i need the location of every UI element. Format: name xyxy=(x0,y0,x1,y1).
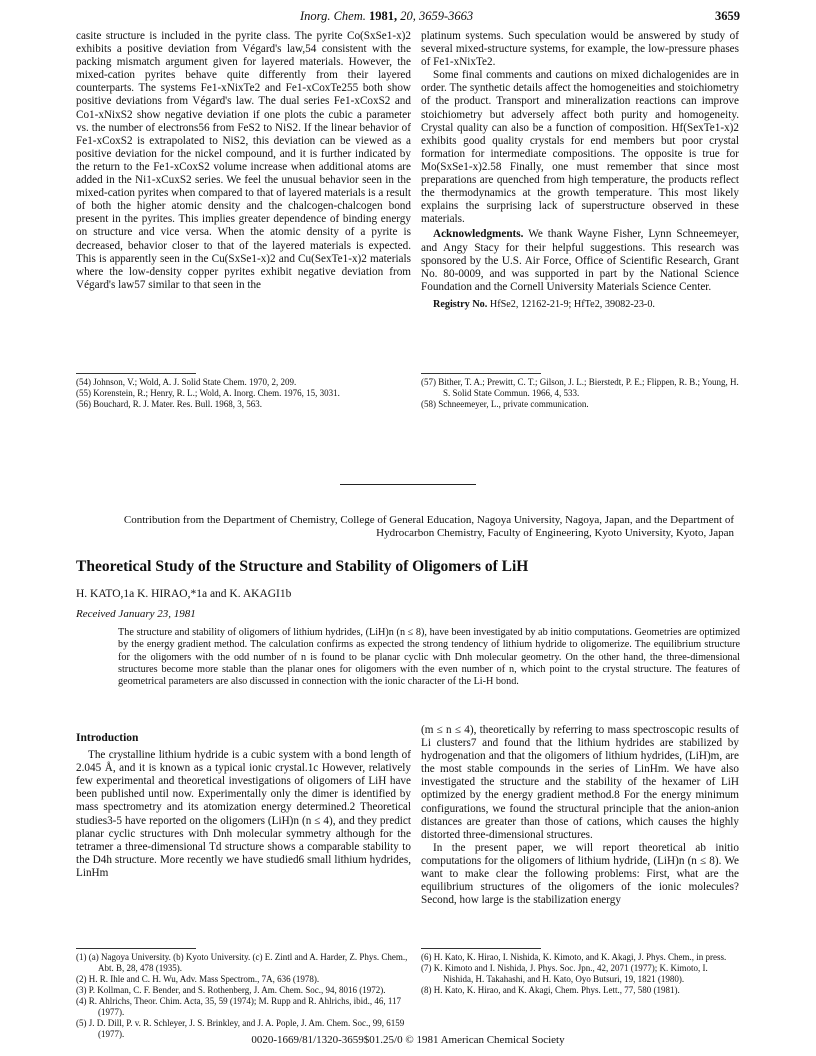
footnote: (55) Korenstein, R.; Henry, R. L.; Wold, A. Inorg. Chem. 1976, 15, 3031. xyxy=(76,388,340,398)
registry-heading: Registry No. xyxy=(433,298,488,310)
journal-pages: 3659-3663 xyxy=(418,9,474,23)
section-heading: Introduction xyxy=(76,732,139,744)
footnote: (2) H. R. Ihle and C. H. Wu, Adv. Mass Spectrom., 7A, 636 (1978). xyxy=(76,974,320,984)
footnote: (8) H. Kato, K. Hirao, and K. Akagi, Chem. Phys. Lett., 77, 580 (1981). xyxy=(421,985,680,995)
acknowledgments xyxy=(421,228,739,293)
footnotes-right xyxy=(421,377,739,410)
footnote: (57) Bither, T. A.; Prewitt, C. T.; Gilson, J. L.; Bierstedt, P. E.; Flippen, R. B.; Young, H. S. Solid State Commun. 1966, 4, 533. xyxy=(421,377,739,398)
introduction-right-column xyxy=(421,724,739,907)
previous-article-left-column xyxy=(76,30,411,292)
contribution-affiliation: Contribution from the Department of Chemistry, College of General Education, Nagoya University, Nagoya, Japan, and the Department of Hydrocarbon Chemistry, Faculty of Engineering, Kyoto University, Kyoto, Japan xyxy=(123,514,734,539)
abstract: The structure and stability of oligomers of lithium hydrides, (LiH)n (n ≤ 8), have been investigated by ab initio computations. Geometries are optimized by the energy gradient method. The calculation confirms as expected the strong tendency of lithium hydride to oligomerize. The equilibrium structure for the oligomers with the odd number of n is found to be planar cyclic with Dnh molecular geometry. On the other hand, the three-dimensional structures become more stable than the planar ones for oligomers with the even number of n, which point to the crystal structure. The features of geometrical parameters are also discussed in connection with the ionic character of the Li-H bond. xyxy=(118,627,740,688)
journal-name: Inorg. Chem. xyxy=(300,9,366,23)
article-title: Theoretical Study of the Structure and Stability of Oligomers of LiH xyxy=(76,558,529,575)
footnotes-right xyxy=(421,952,739,996)
page-footer: 0020-1669/81/1320-3659$01.25/0 © 1981 American Chemical Society xyxy=(251,1034,565,1046)
page-number: 3659 xyxy=(715,9,740,23)
received-date: Received January 23, 1981 xyxy=(76,608,196,620)
paragraph: The crystalline lithium hydride is a cubic system with a bond length of 2.045 Å, and it is known as a typical ionic crystal.1c However, relatively few experimental and theoretical investigations of oligomers of LiH have been published until now. Experimentally only the dimer is identified by mass spectrometry and its atomization energy determined.2 Theoretical studies3-5 have reported on the oligomers (LiH)n (n ≤ 4), and they predict planar cyclic structures with Dnh molecular symmetry although for the tetramer a three-dimensional Td structure shows a comparable stability to the D4h structure. More recently we have studied6 small lithium hydrides, LinHm xyxy=(76,749,411,879)
registry-numbers xyxy=(421,298,739,311)
footnote: (56) Bouchard, R. J. Mater. Res. Bull. 1968, 3, 563. xyxy=(76,399,262,409)
footnotes-left xyxy=(76,377,411,410)
footnote: (3) P. Kollman, C. F. Bender, and S. Rothenberg, J. Am. Chem. Soc., 94, 8016 (1972). xyxy=(76,985,386,995)
acknowledgments-heading: Acknowledgments. xyxy=(433,228,524,241)
footnote-rule xyxy=(421,373,541,374)
paragraph: Some final comments and cautions on mixed dichalogenides are in order. The synthetic details affect the homogeneities and stoichiometry of the product. Transport and mineralization reactions can improve stoichiometry but adversely affect both purity and homogeneity. Crystal quality can also be a function of composition. Hf(SexTe1-x)2 exhibits good quality crystals for end members but poor crystal formation for intermediate compositions. The opposite is true for Mo(SxSe1-x)2.58 Finally, one must remember that since most preparations are quenched from high temperature, the products reflect the thermodynamics at the growth temperature. This most likely explains the surprising lack of superstructure observed in these materials. xyxy=(421,69,739,226)
journal-volume: 20, xyxy=(400,9,416,23)
footnotes-left xyxy=(76,952,411,1040)
introduction-left-column xyxy=(76,732,411,880)
paragraph: platinum systems. Such speculation would be answered by study of several mixed-structure systems, for example, the low-pressure phases of Fe1-xNixTe2. xyxy=(421,30,739,69)
article-separator xyxy=(340,484,476,485)
paragraph: casite structure is included in the pyrite class. The pyrite Co(SxSe1-x)2 exhibits a positive deviation from Végard's law,54 consistent with the packing mismatch argument given for layered materials. However, the mixed-cation pyrites behave quite differently from their layered counterparts. The systems Fe1-xNixTe2 and Fe1-xCoxTe255 both show positive deviations from Végard's law. The dual series Fe1-xCoxS2 and Co1-xNixS2 show negative deviation if one plots the cubic a parameter vs. the number of electrons56 from FeS2 to NiS2. If the linear behavior of Fe1-xCoxS2 is extrapolated to NiS2, this deviation can be viewed as a positive deviation for the nickel compound, and it is further indicated by the return to the Fe1-xCoxS2 volume increase when additional atoms are added in the Ni1-xCuxS2 series. We feel the unusual behavior seen in the mixed-cation pyrites when compared to that of layered materials is a result of both the higher atomic density and the chalcogen-chalcogen bond present in the pyrites. This implies greater dependence of binding energy on structure and vice versa. When the atomic density of a pyrite is decreased, behavior closer to that of the layered materials is expected. This is apparently seen in the Cu(SxSe1-x)2 and Cu(SexTe1-x)2 materials where the low-density copper pyrites exhibit negative deviation from Végard's law57 similar to that seen in the xyxy=(76,30,411,291)
article-authors: H. KATO,1a K. HIRAO,*1a and K. AKAGI1b xyxy=(76,588,292,600)
previous-article-right-column xyxy=(421,30,739,311)
footnote: (6) H. Kato, K. Hirao, I. Nishida, K. Kimoto, and K. Akagi, J. Phys. Chem., in press. xyxy=(421,952,727,962)
journal-year: 1981, xyxy=(368,9,398,23)
footnote: (5) J. D. Dill, P. v. R. Schleyer, J. S. Brinkley, and J. A. Pople, J. Am. Chem. Soc., 99, 6159 (1977). xyxy=(76,1018,405,1039)
footnote-rule xyxy=(76,948,196,949)
footnote: (58) Schneemeyer, L., private communication. xyxy=(421,399,589,409)
footnote: (4) R. Ahlrichs, Theor. Chim. Acta, 35, 59 (1974); M. Rupp and R. Ahlrichs, ibid., 46, 117 (1977). xyxy=(76,996,401,1017)
running-header xyxy=(300,9,473,24)
footnote-rule xyxy=(421,948,541,949)
acknowledgments-text: We thank Wayne Fisher, Lynn Schneemeyer, and Angy Stacy for their helpful suggestions. This research was sponsored by the U.S. Air Force, Office of Scientific Research, Grant No. 80-0009, and was supported in part by the National Science Foundation and the Cornell University Materials Science Center. xyxy=(421,228,739,293)
footnote: (1) (a) Nagoya University. (b) Kyoto University. (c) E. Zintl and A. Harder, Z. Phys. Chem., Abt. B, 28, 478 (1935). xyxy=(76,952,408,973)
paragraph: In the present paper, we will report theoretical ab initio computations for the oligomers of lithium hydride, (LiH)n (n ≤ 8). We want to make clear the following problems: First, what are the equilibrium structures of the oligomers of the ionic molecules? Second, how large is the stabilization energy xyxy=(421,841,739,907)
footnote: (7) K. Kimoto and I. Nishida, J. Phys. Soc. Jpn., 42, 2071 (1977); K. Kimoto, I. Nishida, H. Takahashi, and H. Kato, Oyo Butsuri, 19, 1821 (1980). xyxy=(421,963,708,984)
footnote: (54) Johnson, V.; Wold, A. J. Solid State Chem. 1970, 2, 209. xyxy=(76,377,297,387)
paragraph: (m ≤ n ≤ 4), theoretically by referring to mass spectroscopic results of Li clusters7 and found that the lithium hydrides are stabilized by hydrogenation and that the oligomers of lithium hydrides, (LiH)m, are the most stable compounds in the series of LinHm. We have also investigated the structure and the stability of the hexamer of LiH optimized by the energy gradient method.8 For the energy minimum configurations, we found the structural principle that the anion-anion distances are greater than those of cations, which causes the highly distorted three-dimensional structures. xyxy=(421,724,739,841)
registry-text: HfSe2, 12162-21-9; HfTe2, 39082-23-0. xyxy=(489,298,655,310)
footnote-rule xyxy=(76,373,196,374)
